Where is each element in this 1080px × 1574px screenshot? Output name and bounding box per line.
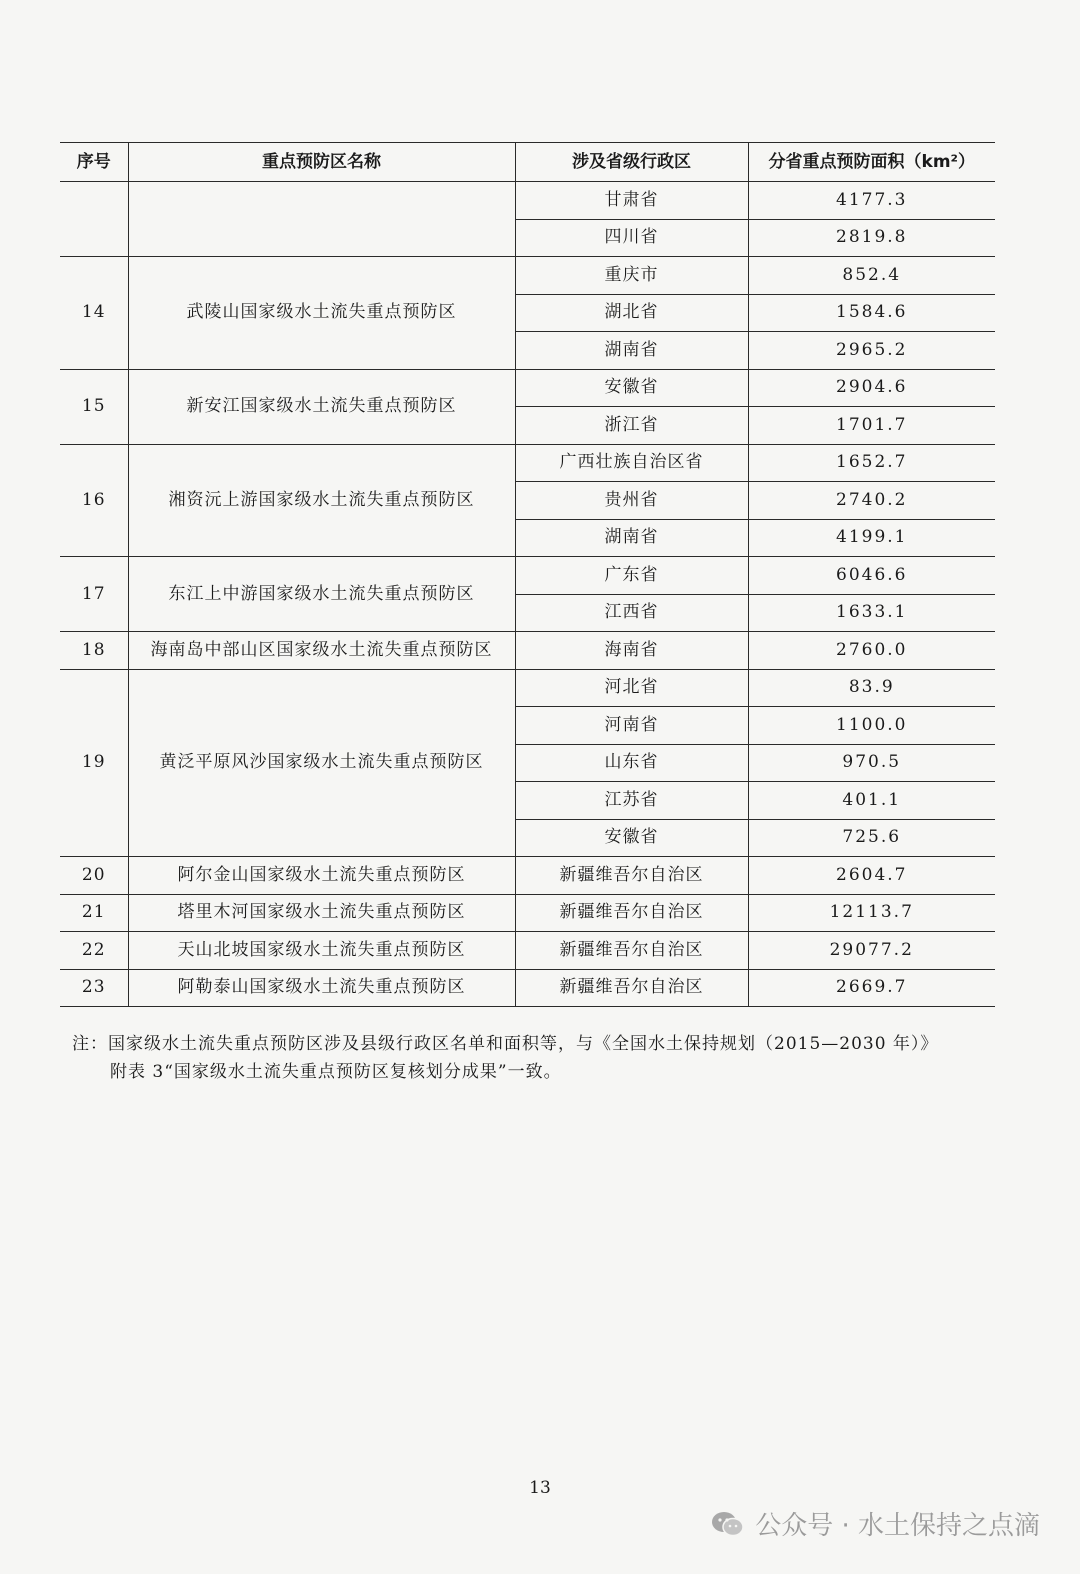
serial-number-cell — [60, 182, 128, 257]
table-row — [60, 444, 995, 482]
area-name-cell: 阿尔金山国家级水土流失重点预防区 — [128, 857, 515, 895]
province-cell: 安徽省 — [515, 819, 748, 857]
table-row — [60, 257, 995, 295]
province-cell: 新疆维吾尔自治区 — [515, 932, 748, 970]
province-cell: 山东省 — [515, 744, 748, 782]
area-value-cell: 2819.8 — [748, 219, 995, 257]
province-cell: 江苏省 — [515, 782, 748, 820]
serial-number-cell: 22 — [60, 932, 128, 970]
area-value-cell: 2965.2 — [748, 332, 995, 370]
table-row — [60, 969, 995, 1007]
province-cell: 江西省 — [515, 594, 748, 632]
area-name-cell: 黄泛平原风沙国家级水土流失重点预防区 — [128, 669, 515, 857]
serial-number-cell: 20 — [60, 857, 128, 895]
area-value-cell: 2904.6 — [748, 369, 995, 407]
province-cell: 新疆维吾尔自治区 — [515, 894, 748, 932]
province-cell: 河南省 — [515, 707, 748, 745]
area-value-cell: 1652.7 — [748, 444, 995, 482]
province-cell: 安徽省 — [515, 369, 748, 407]
province-cell: 重庆市 — [515, 257, 748, 295]
note-line-2: 附表 3“国家级水土流失重点预防区复核划分成果”一致。 — [110, 1062, 562, 1082]
header-serial: 序号 — [60, 143, 128, 182]
area-name-cell: 塔里木河国家级水土流失重点预防区 — [128, 894, 515, 932]
serial-number-cell: 16 — [60, 444, 128, 557]
province-cell: 广东省 — [515, 557, 748, 595]
area-name-cell: 湘资沅上游国家级水土流失重点预防区 — [128, 444, 515, 557]
area-value-cell: 6046.6 — [748, 557, 995, 595]
serial-number-cell: 17 — [60, 557, 128, 632]
table-note — [72, 1030, 1002, 1086]
table-row — [60, 182, 995, 220]
area-name-cell: 武陵山国家级水土流失重点预防区 — [128, 257, 515, 370]
area-value-cell: 2760.0 — [748, 632, 995, 670]
page-number: 13 — [529, 1478, 551, 1498]
serial-number-cell: 21 — [60, 894, 128, 932]
province-cell: 新疆维吾尔自治区 — [515, 969, 748, 1007]
header-area-name: 重点预防区名称 — [128, 143, 515, 182]
area-value-cell: 852.4 — [748, 257, 995, 295]
province-cell: 四川省 — [515, 219, 748, 257]
province-cell: 贵州省 — [515, 482, 748, 520]
area-value-cell: 2740.2 — [748, 482, 995, 520]
area-value-cell: 1584.6 — [748, 294, 995, 332]
serial-number-cell: 18 — [60, 632, 128, 670]
area-value-cell: 1633.1 — [748, 594, 995, 632]
serial-number-cell: 23 — [60, 969, 128, 1007]
table-row — [60, 894, 995, 932]
area-value-cell: 725.6 — [748, 819, 995, 857]
prevention-area-table — [60, 142, 995, 1007]
serial-number-cell: 14 — [60, 257, 128, 370]
area-value-cell: 970.5 — [748, 744, 995, 782]
area-value-cell: 29077.2 — [748, 932, 995, 970]
area-value-cell: 4177.3 — [748, 182, 995, 220]
area-value-cell: 83.9 — [748, 669, 995, 707]
province-cell: 湖南省 — [515, 519, 748, 557]
table-row — [60, 669, 995, 707]
table-row — [60, 932, 995, 970]
watermark-text: 公众号 · 水土保持之点滴 — [755, 1511, 1040, 1541]
province-cell: 甘肃省 — [515, 182, 748, 220]
table-row — [60, 857, 995, 895]
area-name-cell: 东江上中游国家级水土流失重点预防区 — [128, 557, 515, 632]
wechat-icon — [711, 1510, 745, 1538]
area-value-cell: 2669.7 — [748, 969, 995, 1007]
serial-number-cell: 19 — [60, 669, 128, 857]
province-cell: 浙江省 — [515, 407, 748, 445]
area-name-cell: 天山北坡国家级水土流失重点预防区 — [128, 932, 515, 970]
area-name-cell: 海南岛中部山区国家级水土流失重点预防区 — [128, 632, 515, 670]
serial-number-cell: 15 — [60, 369, 128, 444]
area-value-cell: 12113.7 — [748, 894, 995, 932]
province-cell: 湖南省 — [515, 332, 748, 370]
area-value-cell: 401.1 — [748, 782, 995, 820]
province-cell: 新疆维吾尔自治区 — [515, 857, 748, 895]
header-province: 涉及省级行政区 — [515, 143, 748, 182]
province-cell: 广西壮族自治区省 — [515, 444, 748, 482]
watermark — [711, 1505, 1040, 1542]
table-row — [60, 557, 995, 595]
province-cell: 河北省 — [515, 669, 748, 707]
table-body — [60, 182, 995, 1007]
note-line-1: 注：国家级水土流失重点预防区涉及县级行政区名单和面积等，与《全国水土保持规划（2015—2030 年）》 — [72, 1034, 939, 1054]
area-name-cell — [128, 182, 515, 257]
province-cell: 海南省 — [515, 632, 748, 670]
area-value-cell: 1100.0 — [748, 707, 995, 745]
table-row — [60, 632, 995, 670]
table-header-row — [60, 143, 995, 182]
area-value-cell: 2604.7 — [748, 857, 995, 895]
area-name-cell: 阿勒泰山国家级水土流失重点预防区 — [128, 969, 515, 1007]
area-value-cell: 1701.7 — [748, 407, 995, 445]
area-name-cell: 新安江国家级水土流失重点预防区 — [128, 369, 515, 444]
province-cell: 湖北省 — [515, 294, 748, 332]
table-row — [60, 369, 995, 407]
area-value-cell: 4199.1 — [748, 519, 995, 557]
header-area-size: 分省重点预防面积（km²） — [748, 143, 995, 182]
